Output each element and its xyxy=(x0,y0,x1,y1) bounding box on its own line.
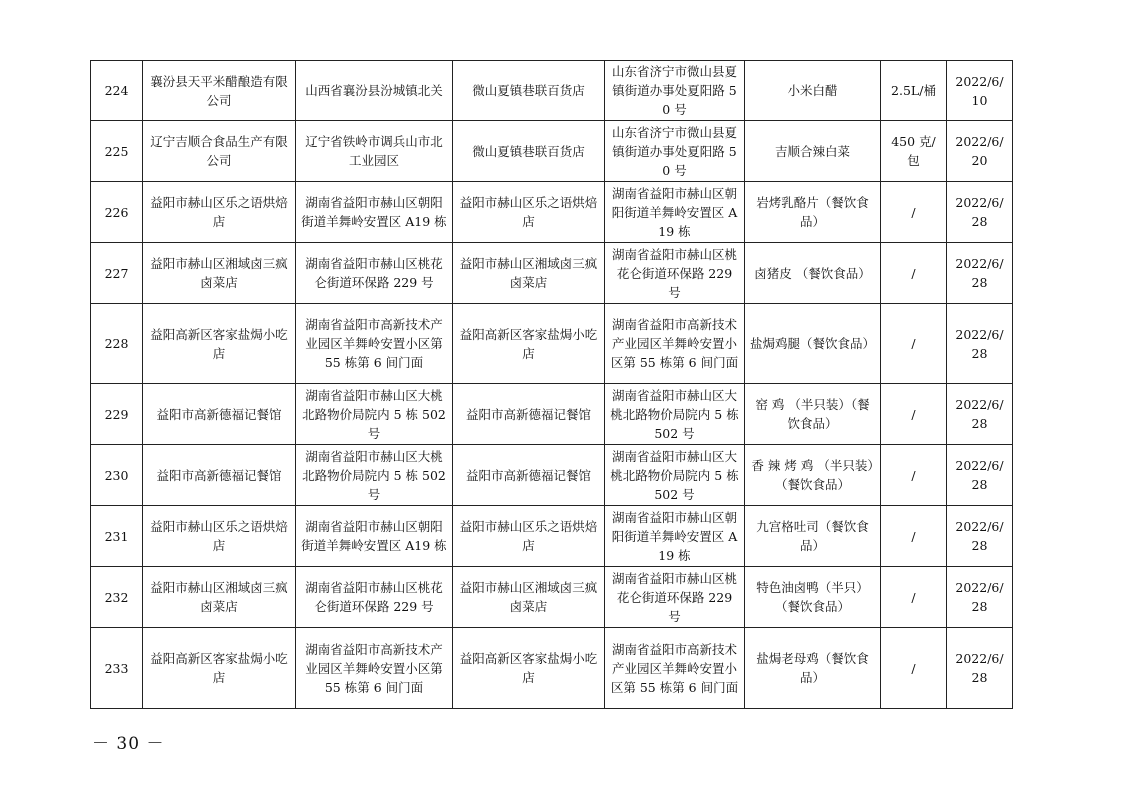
cell-product-name: 吉顺合辣白菜 xyxy=(745,121,881,182)
cell-serial-number: 231 xyxy=(91,506,143,567)
cell-producer-name: 襄汾县天平米醋酿造有限公司 xyxy=(143,61,296,121)
cell-producer-name: 辽宁吉顺合食品生产有限公司 xyxy=(143,121,296,182)
cell-production-date: 2022/6/28 xyxy=(947,384,1013,445)
cell-product-name: 九宫格吐司（餐饮食品） xyxy=(745,506,881,567)
cell-producer-address: 山西省襄汾县汾城镇北关 xyxy=(296,61,453,121)
cell-seller-address: 湖南省益阳市赫山区大桃北路物价局院内 5 栋 502 号 xyxy=(605,445,745,506)
cell-serial-number: 228 xyxy=(91,304,143,384)
cell-seller-name: 益阳市赫山区湘域卤三疯卤菜店 xyxy=(453,567,605,628)
cell-product-name: 卤猪皮 （餐饮食品） xyxy=(745,243,881,304)
cell-seller-name: 益阳市赫山区乐之语烘焙店 xyxy=(453,182,605,243)
cell-production-date: 2022/6/10 xyxy=(947,61,1013,121)
cell-seller-address: 湖南省益阳市赫山区朝阳街道羊舞岭安置区 A19 栋 xyxy=(605,506,745,567)
table-row xyxy=(91,384,1013,445)
cell-product-name: 窑 鸡 （半只装）（餐饮食品） xyxy=(745,384,881,445)
cell-production-date: 2022/6/28 xyxy=(947,304,1013,384)
cell-serial-number: 226 xyxy=(91,182,143,243)
cell-product-name: 特色油卤鸭（半只）（餐饮食品） xyxy=(745,567,881,628)
cell-producer-address: 湖南省益阳市赫山区桃花仑街道环保路 229 号 xyxy=(296,243,453,304)
cell-seller-address: 湖南省益阳市赫山区桃花仑街道环保路 229 号 xyxy=(605,243,745,304)
cell-specification: / xyxy=(881,628,947,709)
cell-seller-name: 益阳市高新德福记餐馆 xyxy=(453,445,605,506)
cell-serial-number: 230 xyxy=(91,445,143,506)
cell-serial-number: 224 xyxy=(91,61,143,121)
cell-producer-address: 湖南省益阳市赫山区大桃北路物价局院内 5 栋 502 号 xyxy=(296,445,453,506)
table-row xyxy=(91,445,1013,506)
cell-serial-number: 225 xyxy=(91,121,143,182)
cell-seller-name: 益阳市高新德福记餐馆 xyxy=(453,384,605,445)
cell-product-name: 盐焗老母鸡（餐饮食品） xyxy=(745,628,881,709)
cell-seller-address: 山东省济宁市微山县夏镇街道办事处夏阳路 50 号 xyxy=(605,61,745,121)
cell-producer-address: 湖南省益阳市高新技术产业园区羊舞岭安置小区第 55 栋第 6 间门面 xyxy=(296,628,453,709)
cell-specification: / xyxy=(881,567,947,628)
cell-producer-name: 益阳高新区客家盐焗小吃店 xyxy=(143,628,296,709)
cell-seller-name: 益阳高新区客家盐焗小吃店 xyxy=(453,628,605,709)
cell-serial-number: 227 xyxy=(91,243,143,304)
cell-seller-name: 益阳市赫山区湘域卤三疯卤菜店 xyxy=(453,243,605,304)
table-row xyxy=(91,506,1013,567)
cell-producer-name: 益阳高新区客家盐焗小吃店 xyxy=(143,304,296,384)
cell-seller-name: 微山夏镇巷联百货店 xyxy=(453,61,605,121)
cell-specification: / xyxy=(881,304,947,384)
cell-specification: / xyxy=(881,182,947,243)
cell-producer-address: 湖南省益阳市赫山区大桃北路物价局院内 5 栋 502 号 xyxy=(296,384,453,445)
table-body xyxy=(91,61,1013,709)
table-row xyxy=(91,243,1013,304)
cell-production-date: 2022/6/28 xyxy=(947,445,1013,506)
cell-production-date: 2022/6/28 xyxy=(947,506,1013,567)
cell-seller-address: 山东省济宁市微山县夏镇街道办事处夏阳路 50 号 xyxy=(605,121,745,182)
cell-specification: 2.5L/桶 xyxy=(881,61,947,121)
cell-specification: / xyxy=(881,506,947,567)
table-row xyxy=(91,121,1013,182)
cell-producer-name: 益阳市高新德福记餐馆 xyxy=(143,384,296,445)
cell-specification: 450 克/包 xyxy=(881,121,947,182)
cell-producer-name: 益阳市高新德福记餐馆 xyxy=(143,445,296,506)
cell-production-date: 2022/6/28 xyxy=(947,243,1013,304)
cell-seller-address: 湖南省益阳市赫山区朝阳街道羊舞岭安置区 A19 栋 xyxy=(605,182,745,243)
cell-producer-name: 益阳市赫山区乐之语烘焙店 xyxy=(143,182,296,243)
cell-producer-name: 益阳市赫山区湘域卤三疯卤菜店 xyxy=(143,567,296,628)
table-row xyxy=(91,182,1013,243)
cell-serial-number: 233 xyxy=(91,628,143,709)
table-row xyxy=(91,61,1013,121)
cell-seller-name: 益阳高新区客家盐焗小吃店 xyxy=(453,304,605,384)
cell-producer-name: 益阳市赫山区湘域卤三疯卤菜店 xyxy=(143,243,296,304)
cell-product-name: 盐焗鸡腿（餐饮食品） xyxy=(745,304,881,384)
cell-producer-address: 湖南省益阳市赫山区桃花仑街道环保路 229 号 xyxy=(296,567,453,628)
table-row xyxy=(91,628,1013,709)
cell-specification: / xyxy=(881,243,947,304)
cell-producer-name: 益阳市赫山区乐之语烘焙店 xyxy=(143,506,296,567)
cell-producer-address: 辽宁省铁岭市调兵山市北工业园区 xyxy=(296,121,453,182)
cell-serial-number: 232 xyxy=(91,567,143,628)
cell-production-date: 2022/6/28 xyxy=(947,628,1013,709)
cell-specification: / xyxy=(881,445,947,506)
cell-seller-name: 微山夏镇巷联百货店 xyxy=(453,121,605,182)
cell-production-date: 2022/6/20 xyxy=(947,121,1013,182)
cell-product-name: 岩烤乳酪片（餐饮食品） xyxy=(745,182,881,243)
cell-seller-address: 湖南省益阳市高新技术产业园区羊舞岭安置小区第 55 栋第 6 间门面 xyxy=(605,628,745,709)
cell-producer-address: 湖南省益阳市赫山区朝阳街道羊舞岭安置区 A19 栋 xyxy=(296,182,453,243)
cell-seller-address: 湖南省益阳市赫山区桃花仑街道环保路 229 号 xyxy=(605,567,745,628)
table-row xyxy=(91,304,1013,384)
page-number: － 30 － xyxy=(92,734,165,754)
cell-producer-address: 湖南省益阳市高新技术产业园区羊舞岭安置小区第 55 栋第 6 间门面 xyxy=(296,304,453,384)
cell-seller-name: 益阳市赫山区乐之语烘焙店 xyxy=(453,506,605,567)
cell-serial-number: 229 xyxy=(91,384,143,445)
table-row xyxy=(91,567,1013,628)
cell-production-date: 2022/6/28 xyxy=(947,182,1013,243)
cell-production-date: 2022/6/28 xyxy=(947,567,1013,628)
inspection-results-table xyxy=(90,60,1013,709)
cell-seller-address: 湖南省益阳市赫山区大桃北路物价局院内 5 栋 502 号 xyxy=(605,384,745,445)
cell-producer-address: 湖南省益阳市赫山区朝阳街道羊舞岭安置区 A19 栋 xyxy=(296,506,453,567)
cell-product-name: 小米白醋 xyxy=(745,61,881,121)
cell-seller-address: 湖南省益阳市高新技术产业园区羊舞岭安置小区第 55 栋第 6 间门面 xyxy=(605,304,745,384)
cell-product-name: 香 辣 烤 鸡 （半只装）（餐饮食品） xyxy=(745,445,881,506)
cell-specification: / xyxy=(881,384,947,445)
